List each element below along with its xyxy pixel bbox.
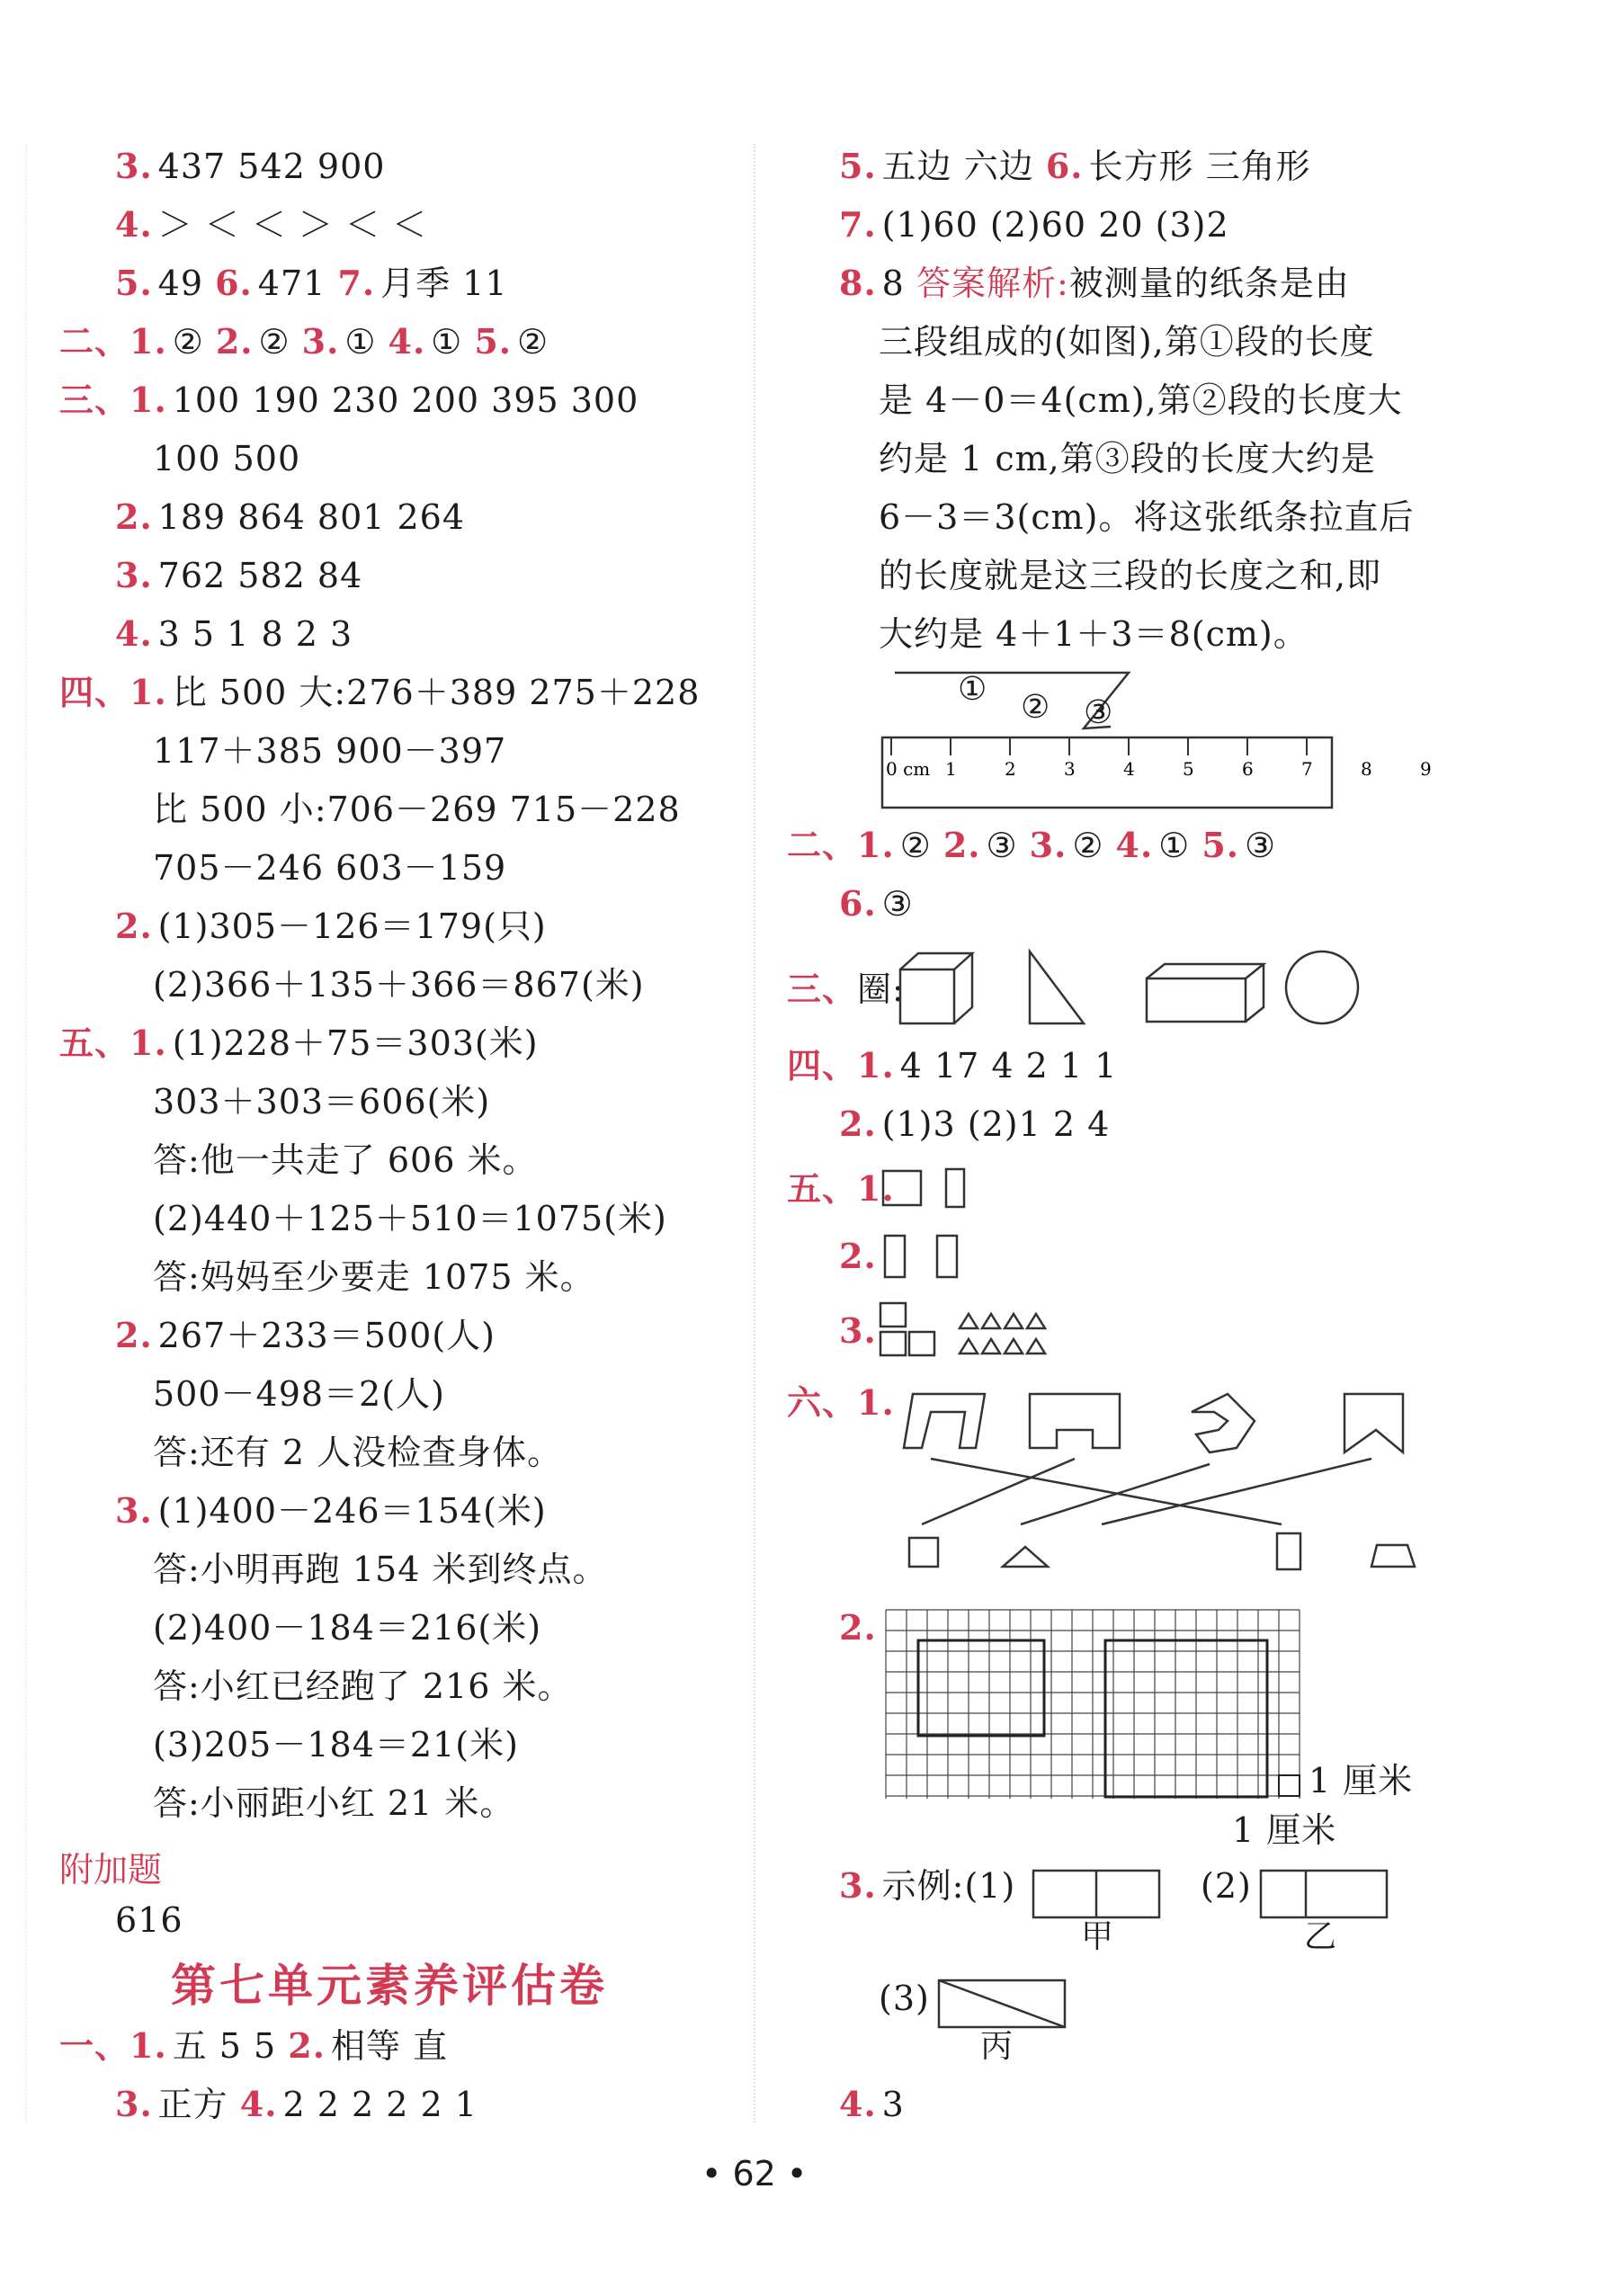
shape-answers-3 <box>879 1300 1112 1362</box>
unit-heading: 第七单元素养评估卷 <box>171 1960 608 2012</box>
answer-line: 3. 正方 4. 2 2 2 2 2 1 <box>115 2084 478 2124</box>
ruler-tick-label: 2 <box>1005 758 1016 780</box>
answer-line: 是 4－0＝4(cm),第②段的长度大 <box>879 380 1403 420</box>
answer-line: 100 500 <box>153 439 301 478</box>
partition-figure-2 <box>1259 1869 1394 1955</box>
answer-line: 5. 49 6. 471 7. 月季 11 <box>115 263 508 303</box>
answer-line: 四、1. 比 500 大:276＋389 275＋228 <box>59 672 701 712</box>
bonus-answer: 616 <box>115 1900 183 1940</box>
shape-icon <box>1192 1394 1255 1452</box>
segment-label: ① <box>958 671 987 708</box>
ruler-tick-label: 4 <box>1123 758 1135 780</box>
answer-line: 6－3＝3(cm)。将这张纸条拉直后 <box>879 497 1415 537</box>
answer-line: (3)205－184＝21(米) <box>153 1725 519 1764</box>
answer-line: 7. (1)60 (2)60 20 (3)2 <box>839 204 1229 245</box>
segment-label: ③ <box>1084 694 1113 731</box>
rectangle-icon <box>937 1236 957 1277</box>
answer-line: 3. 示例:(1) <box>839 1865 1016 1906</box>
answer-line: 答:妈妈至少要走 1075 米。 <box>153 1257 595 1297</box>
ruler-tick-label: 5 <box>1183 758 1194 780</box>
answer-line: 六、1. <box>787 1382 895 1423</box>
ruler-figure <box>877 666 1432 809</box>
page-number: • 62 • <box>701 2154 808 2193</box>
cuboid-icon <box>1147 964 1264 1022</box>
square-icon <box>883 1171 921 1205</box>
square-icon <box>880 1332 906 1355</box>
answer-line: (2)366＋135＋366＝867(米) <box>153 965 645 1005</box>
answer-line: (2)440＋125＋510＝1075(米) <box>153 1199 667 1238</box>
drawn-rectangle <box>1105 1640 1267 1797</box>
partition-figure-1 <box>1032 1869 1166 1955</box>
shape-answers-1 <box>881 1167 1061 1212</box>
answer-line: (2)400－184＝216(米) <box>153 1608 542 1648</box>
triangle-icon <box>1030 951 1084 1023</box>
left-margin-rule <box>25 144 27 2122</box>
shape-icon <box>1030 1394 1120 1448</box>
answer-line: 2. (1)3 (2)1 2 4 <box>839 1103 1111 1144</box>
circle-icon <box>1286 951 1358 1023</box>
column-divider <box>754 144 755 2122</box>
answer-line: 答:小红已经跑了 216 米。 <box>153 1666 573 1706</box>
grid-bottom-label: 1 厘米 <box>1232 1810 1337 1850</box>
rectangle-icon <box>1277 1533 1300 1569</box>
cube-icon <box>900 953 972 1023</box>
drawn-square <box>918 1640 1044 1736</box>
answer-line: 比 500 小:706－269 715－228 <box>153 790 681 829</box>
answer-line: 约是 1 cm,第③段的长度大约是 <box>879 439 1376 478</box>
answer-line: 三段组成的(如图),第①段的长度 <box>879 322 1375 362</box>
ruler-tick-label: 8 <box>1361 758 1372 780</box>
ruler-tick-label: 3 <box>1064 758 1076 780</box>
answer-line: 3. 437 542 900 <box>115 146 386 186</box>
answer-line: 2. <box>839 1236 877 1276</box>
shape-icon <box>1344 1394 1403 1452</box>
segment-label: ② <box>1021 689 1050 726</box>
shape-icon <box>904 1394 985 1448</box>
answer-line: 3. <box>839 1310 877 1351</box>
grid-figure <box>886 1610 1335 1817</box>
unit-square <box>1279 1775 1300 1796</box>
answer-line: 三、1. 100 190 230 200 395 300 <box>59 380 639 420</box>
answer-line: 2. <box>839 1607 877 1648</box>
answer-line: 一、1. 五 5 5 2. 相等 直 <box>59 2025 449 2066</box>
grid-lines <box>886 1610 1300 1799</box>
matching-lines <box>922 1459 1371 1524</box>
answer-line: 5. 五边 六边 6. 长方形 三角形 <box>839 146 1311 186</box>
triangles-icon <box>960 1314 1045 1353</box>
answer-line: 答:他一共走了 606 米。 <box>153 1140 538 1180</box>
ruler-ticks <box>891 737 1307 755</box>
answer-line: 117＋385 900－397 <box>153 731 507 771</box>
triangle-icon <box>1003 1547 1048 1567</box>
region-label: 甲 <box>1081 1918 1114 1955</box>
answer-line: 五、1. (1)228＋75＝303(米) <box>59 1023 539 1063</box>
rectangle-icon <box>946 1169 964 1207</box>
square-icon <box>909 1332 934 1355</box>
answer-line: (3) <box>879 1979 930 2018</box>
shape-answers-2 <box>881 1232 1061 1282</box>
answer-line: 303＋303＝606(米) <box>153 1082 491 1121</box>
answer-line: 705－246 603－159 <box>153 848 507 888</box>
bonus-question-title: 附加题 <box>59 1850 163 1890</box>
answer-line: 3. 762 582 84 <box>115 555 363 595</box>
partition-figure-3 <box>937 1979 1072 2065</box>
answer-line: 2. 267＋233＝500(人) <box>115 1315 496 1355</box>
answer-line: 的长度就是这三段的长度之和,即 <box>879 556 1382 595</box>
answer-line: 五、1. <box>787 1168 895 1209</box>
square-icon <box>880 1303 906 1327</box>
answer-line: 8. 8 答案解析:被测量的纸条是由 <box>839 263 1350 303</box>
answer-line: 2. (1)305－126＝179(只) <box>115 906 547 946</box>
answer-line: 3. (1)400－246＝154(米) <box>115 1490 547 1531</box>
ruler-tick-label: 6 <box>1242 758 1254 780</box>
answer-line: 4. ＞ ＜ ＜ ＞ ＜ ＜ <box>115 204 428 245</box>
answer-line: 大约是 4＋1＋3＝8(cm)。 <box>879 614 1309 654</box>
circled-solids <box>895 944 1362 1034</box>
ruler-tick-label: 1 <box>945 758 957 780</box>
answer-line: 4. 3 <box>839 2084 905 2124</box>
trapezoid-icon <box>1371 1545 1415 1567</box>
square-icon <box>909 1538 938 1567</box>
answer-line: 2. 189 864 801 264 <box>115 496 466 537</box>
ruler-tick-label: 9 <box>1420 758 1432 780</box>
ruler-unit-label: 0 cm <box>886 758 931 780</box>
answer-line: 答:小明再跑 154 米到终点。 <box>153 1550 608 1589</box>
answer-line: 6. ③ <box>839 883 914 924</box>
answer-line: 4. 3 5 1 8 2 3 <box>115 613 353 654</box>
answer-line: 四、1. 4 17 4 2 1 1 <box>787 1045 1118 1085</box>
answer-line: 二、1. ② 2. ② 3. ① 4. ① 5. ② <box>59 321 549 362</box>
answer-line: 三、圈: <box>787 969 905 1009</box>
region-label: 乙 <box>1304 1918 1337 1955</box>
region-label: 丙 <box>980 2028 1014 2065</box>
answer-line: 500－498＝2(人) <box>153 1374 445 1414</box>
matching-figure <box>895 1385 1434 1574</box>
ruler-tick-label: 7 <box>1301 758 1313 780</box>
rectangle-icon <box>885 1236 905 1277</box>
grid-side-label: 1 厘米 <box>1309 1761 1414 1800</box>
answer-line: 答:小丽距小红 21 米。 <box>153 1783 515 1823</box>
answer-line: 答:还有 2 人没检查身体。 <box>153 1433 563 1472</box>
answer-line: 二、1. ② 2. ③ 3. ② 4. ① 5. ③ <box>787 825 1277 865</box>
answer-line: (2) <box>1201 1866 1252 1906</box>
